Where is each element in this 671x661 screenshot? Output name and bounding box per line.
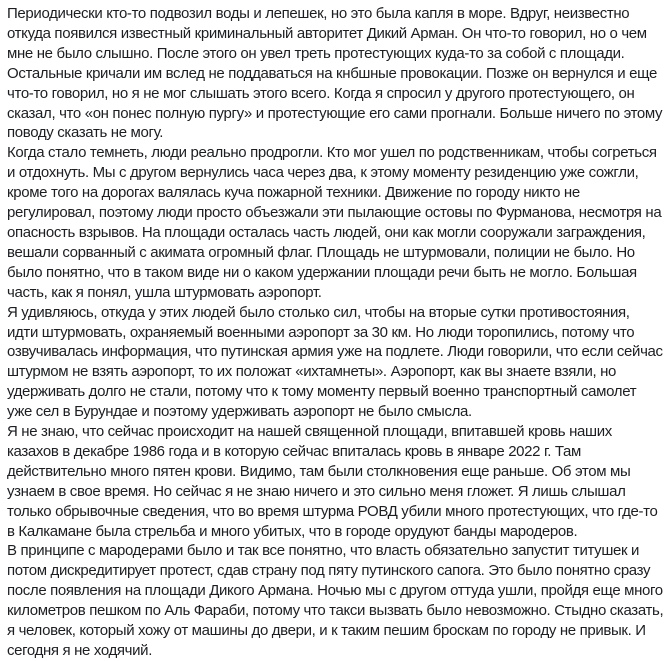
paragraph-1: Периодически кто-то подвозил воды и лепешек, но это была капля в море. Вдруг, неизвестно откуда появился известный криминальный авторитет Дикий Арман. Он что-то говорил, но о чем мне не было слышно. После этого он увел треть протестующих куда-то за собой с площади. Остальные кричали им вслед не поддаваться на кнбшные провокации. Позже он вернулся и еще что-то говорил, но я не мог слышать этого всего. Когда я спросил у другого протестующего, он сказал, что «он понес полную пургу» и протестующие его сами прогнали. Больше ничего по этому поводу сказать не могу.: [7, 5, 663, 142]
paragraph-3: Я удивляюсь, откуда у этих людей было столько сил, чтобы на вторые сутки противостояния, идти штурмовать, охраняемый военными аэропорт за 30 км. Но люди торопились, потому что озвучивалась информация, что путинская армия уже на подлете. Люди говорили, что если сейчас штурмом не взять аэропорт, то их положат «ихтамнеты». Аэропорт, как вы знаете взяли, но удерживать долго не стали, потому что к тому моменту первый военно транспортный самолет уже сел в Бурундае и поэтому удерживать аэропорт не было смысла.: [7, 303, 663, 421]
paragraph-4: Я не знаю, что сейчас происходит на нашей священной площади, впитавшей кровь наших казахов в декабре 1986 года и в которую сейчас впиталась кровь в январе 2022 г. Там действительно много пятен крови. Видимо, там были столкновения еще раньше. Об этом мы узнаем в свое время. Но сейчас я не знаю ничего и это сильно меня гложет. Я лишь слышал только обрывочные сведения, что во время штурма РОВД убили много протестующих, что где-то в Калкамане была стрельба и много убитых, что в городе орудуют банды мародеров.: [7, 423, 658, 540]
paragraph-5: В принципе с мародерами было и так все понятно, что власть обязательно запустит титушек и потом дискредитирует протест, сдав страну под пяту путинского сапога. Это было понятно сразу после появления на площади Дикого Армана. Ночью мы с другом оттуда ушли, пройдя еще много километров пешком по Аль Фараби, потому что такси вызвать было невозможно. Стыдно сказать, я человек, который хожу от машины до двери, и к таким пешим броскам по городу не привык. И сегодня я не ходячий.: [7, 542, 664, 659]
paragraph-2: Когда стало темнеть, люди реально продрогли. Кто мог ушел по родственникам, чтобы согреться и отдохнуть. Мы с другом вернулись часа через два, к этому моменту резиденцию уже сожгли, кроме того на дорогах валялась куча пожарной техники. Движение по городу никто не регулировал, поэтому люди просто объезжали эти пылающие остовы по Фурманова, несмотря на опасность взрывов. На площади осталась часть людей, они как могли сооружали заграждения, вешали сорванный с акимата огромный флаг. Площадь не штурмовали, полиции не было. Но было понятно, что в таком виде ни о каком удержании площади речи быть не могло. Большая часть, как я понял, ушла штурмовать аэропорт.: [7, 144, 662, 301]
